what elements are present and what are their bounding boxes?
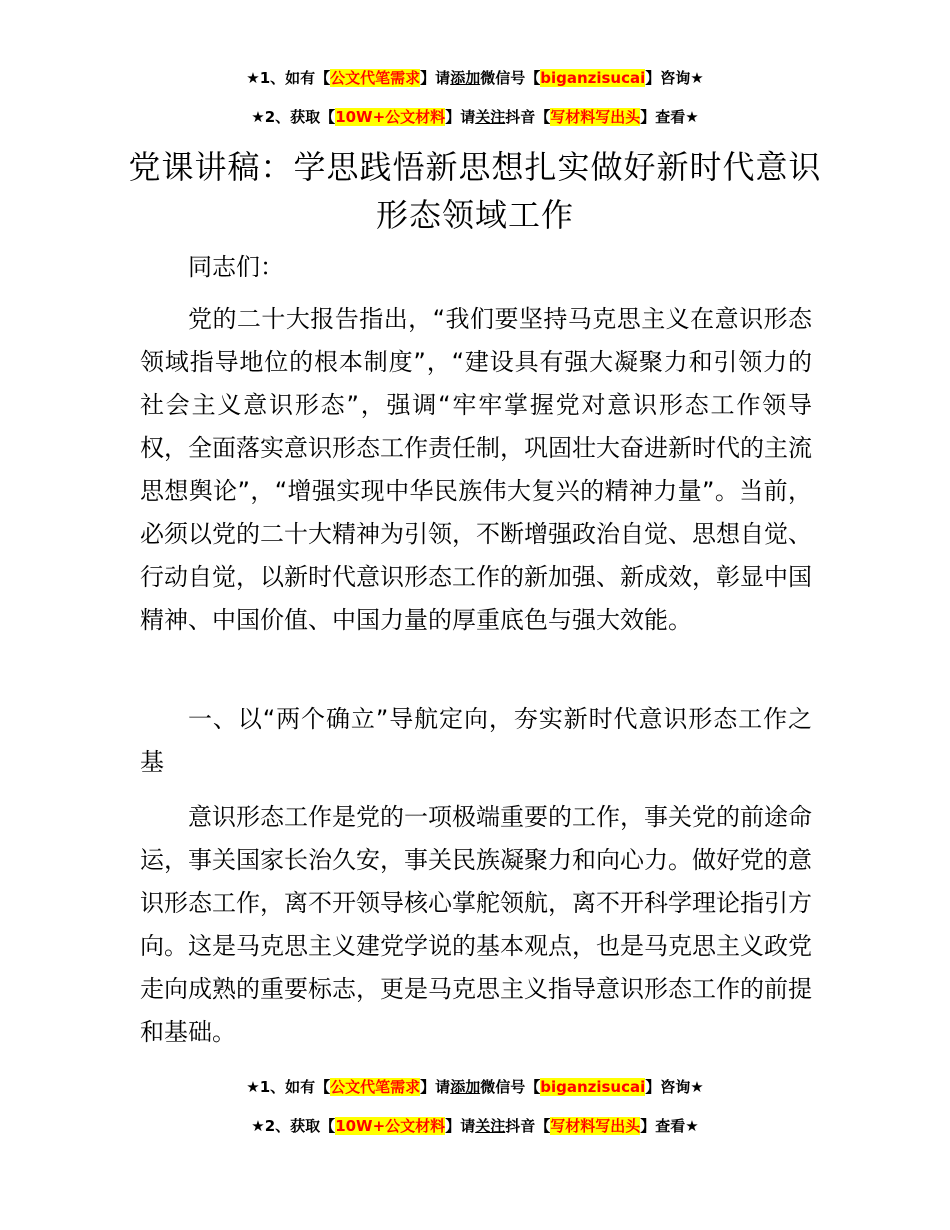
promo-text: 】请 [445,1117,476,1135]
footer-promo-line-2 [0,1115,950,1137]
body-paragraph-1: 党的二十大报告指出，“我们要坚持马克思主义在意识形态领域指导地位的根本制度”，“建设具有强大凝聚力和引领力的社会主义意识形态”，强调“牢牢掌握党对意识形态工作领导权，全面落实意识形态工作责任制，巩固壮大奋进新时代的主流思想舆论”，“增强实现中华民族伟大复兴的精神力量”。当前，必须以党的二十大精神为引领，不断增强政治自觉、思想自觉、行动自觉，以新时代意识形态工作的新加强、新成效，彰显中国精神、中国价值、中国力量的厚重底色与强大效能。 [140,305,812,634]
promo-suffix: 】查看★ [640,108,699,126]
document-title: 党课讲稿：学思践悟新思想扎实做好新时代意识形态领域工作 [128,148,822,234]
promo-text: 微信号【 [480,1078,541,1096]
promo-text: 微信号【 [480,69,541,87]
promo-underlined-text: 添加 [450,1078,481,1096]
promo-highlight-douyin: 写材料写出头 [550,108,641,126]
footer-promo-line-1 [0,1076,950,1098]
promo-highlight-wechat-id: biganzisucai [540,69,646,87]
promo-suffix: 】咨询★ [645,1078,704,1096]
header-promo-line-2 [0,106,950,128]
body-paragraph-2: 意识形态工作是党的一项极端重要的工作，事关党的前途命运，事关国家长治久安，事关民族凝聚力和向心力。做好党的意识形态工作，离不开领导核心掌舵领航，离不开科学理论指引方向。这是马克思主义建党学说的基本观点，也是马克思主义政党走向成熟的重要标志，更是马克思主义指导意识形态工作的前提和基础。 [140,803,812,1046]
promo-text: 抖音【 [505,108,551,126]
promo-highlight-materials: 10W+公文材料 [335,1117,446,1135]
promo-highlight-materials: 10W+公文材料 [335,108,446,126]
promo-underlined-text: 关注 [475,1117,506,1135]
promo-suffix: 】查看★ [640,1117,699,1135]
promo-prefix: ★2、获取【 [251,108,336,126]
promo-text: 抖音【 [505,1117,551,1135]
promo-prefix: ★2、获取【 [251,1117,336,1135]
promo-highlight-wechat-id: biganzisucai [540,1078,646,1096]
promo-underlined-text: 关注 [475,108,506,126]
section-heading-1: 一、以“两个确立”导航定向，夯实新时代意识形态工作之基 [140,705,812,776]
promo-prefix: ★1、如有【 [246,69,331,87]
greeting: 同志们： [188,253,284,281]
header-promo-line-1 [0,67,950,89]
promo-suffix: 】咨询★ [645,69,704,87]
promo-text: 】请 [420,69,451,87]
promo-highlight-service: 公文代笔需求 [330,69,421,87]
promo-underlined-text: 添加 [450,69,481,87]
promo-prefix: ★1、如有【 [246,1078,331,1096]
promo-highlight-douyin: 写材料写出头 [550,1117,641,1135]
promo-text: 】请 [445,108,476,126]
promo-text: 】请 [420,1078,451,1096]
promo-highlight-service: 公文代笔需求 [330,1078,421,1096]
